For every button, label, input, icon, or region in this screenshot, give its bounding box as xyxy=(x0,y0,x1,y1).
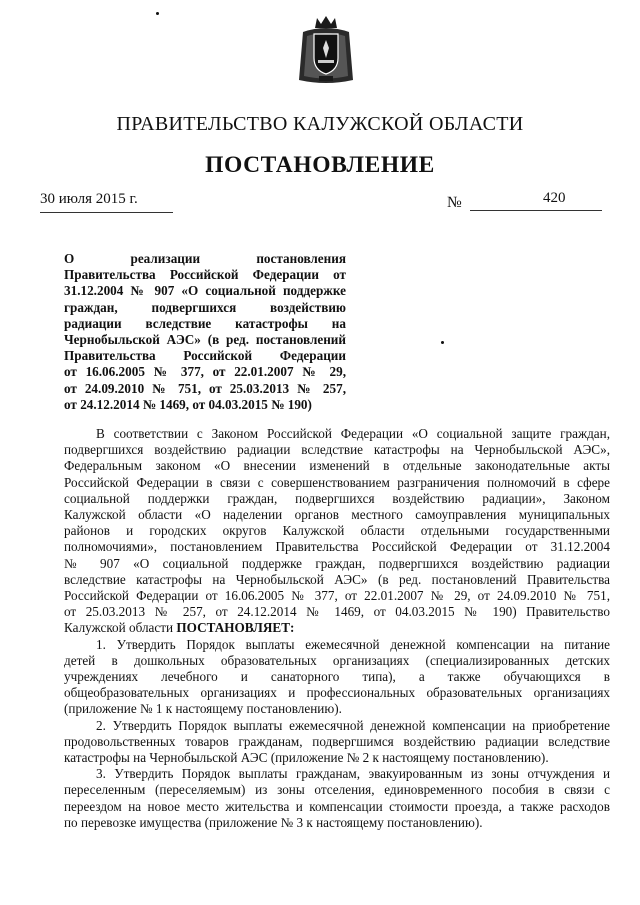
document-body xyxy=(64,426,610,831)
subject-line: О реализации постановления xyxy=(64,251,346,266)
speck-mark xyxy=(156,12,159,15)
item-2-paragraph xyxy=(64,718,610,767)
document-date: 30 июля 2015 г. xyxy=(40,191,138,207)
subject-line: радиации вследствие катастрофы на xyxy=(64,315,346,331)
body-line: от 25.03.2013 № 257, от 24.12.2014 № 1469, от 04.03.2015 № 190) Правительство xyxy=(64,604,610,620)
resolves-keyword: ПОСТАНОВЛЯЕТ: xyxy=(176,620,295,636)
body-line: учреждениях лечебного и санаторного типа), а также обучающихся в xyxy=(64,669,610,685)
body-line: Российской Федерации от 16.06.2005 № 377, от 22.01.2007 № 29, от 24.09.2010 № 751, xyxy=(64,588,610,604)
body-line: (приложение № 1 к настоящему постановлению). xyxy=(64,701,342,717)
body-line: В соответствии с Законом Российской Федерации «О социальной защите граждан, xyxy=(96,426,610,441)
document-number: 420 xyxy=(543,190,566,206)
number-sign: № xyxy=(447,194,462,211)
body-line: вследствие катастрофы на Чернобыльской АЭС» (в ред. постановлений Правительства xyxy=(64,571,610,587)
preamble-end: Калужской области xyxy=(64,620,174,636)
subject-line: Правительства Российской Федерации xyxy=(64,348,346,364)
subject-line: граждан, подвергшихся воздействию xyxy=(64,299,346,315)
document-type-title: ПОСТАНОВЛЕНИЕ xyxy=(205,152,435,178)
body-line: полномочиями», постановлением Правительства Российской Федерации от 31.12.2004 xyxy=(64,539,610,555)
speck-mark xyxy=(441,341,444,344)
body-line: Федеральным законом «О внесении изменений в отдельные законодательные акты xyxy=(64,458,610,474)
kaluga-coat-of-arms-icon xyxy=(295,14,357,86)
subject-line: 31.12.2004 № 907 «О социальной поддержке xyxy=(64,283,346,299)
body-line: переездом на новое место жительства и компенсации стоимости проезда, а также расходов xyxy=(64,798,610,814)
body-line: районов и городских округов Калужской области отдельными государственными xyxy=(64,523,610,539)
subject-line: от 16.06.2005 № 377, от 22.01.2007 № 29, xyxy=(64,364,346,380)
preamble-paragraph xyxy=(64,426,610,637)
subject-line: Правительства Российской Федерации от xyxy=(64,267,346,283)
body-line: Российской Федерации в связи с совершенствованием разграничения полномочий в сфере xyxy=(64,474,610,490)
body-line: 2. Утвердить Порядок выплаты ежемесячной денежной компенсации на приобретение xyxy=(96,717,610,733)
body-line: 3. Утвердить Порядок выплаты гражданам, эвакуированным из зоны отчуждения и xyxy=(96,766,610,782)
body-line xyxy=(64,620,610,636)
subject-line: от 24.12.2014 № 1469, от 04.03.2015 № 190) xyxy=(64,396,312,412)
number-underline xyxy=(470,210,602,211)
government-title: ПРАВИТЕЛЬСТВО КАЛУЖСКОЙ ОБЛАСТИ xyxy=(116,113,524,135)
body-line: детей в дошкольных образовательных организациях (специализированных детских xyxy=(64,652,610,668)
body-line: по перевозке имущества (приложение № 3 к настоящему постановлению). xyxy=(64,814,483,830)
subject-line: от 24.09.2010 № 751, от 25.03.2013 № 257, xyxy=(64,380,346,396)
body-line: общеобразовательных организациях и профессиональных образовательных организациях xyxy=(64,685,610,701)
date-underline xyxy=(40,212,173,213)
body-line: социальной поддержки граждан, подвергшихся воздействию радиации», Законом xyxy=(64,490,610,506)
body-line: № 907 «О социальной поддержке граждан, подвергшихся воздействию радиации xyxy=(64,555,610,571)
body-line: катастрофы на Чернобыльской АЭС (приложение № 2 к настоящему постановлению). xyxy=(64,750,549,766)
document-subject xyxy=(64,251,346,413)
body-line: продовольственных товаров гражданам, подвергшимся воздействию радиации вследствие xyxy=(64,733,610,749)
item-1-paragraph xyxy=(64,637,610,718)
item-3-paragraph xyxy=(64,766,610,831)
body-line: переселенным (переселяемым) из зоны отселения, единовременного пособия в связи с xyxy=(64,782,610,798)
body-line: 1. Утвердить Порядок выплаты ежемесячной денежной компенсации на питание xyxy=(96,636,610,652)
body-line: Калужской области «О наделении органов местного самоуправления муниципальных xyxy=(64,507,610,523)
subject-line: Чернобыльской АЭС» (в ред. постановлений xyxy=(64,332,346,348)
body-line: подвергшихся воздействию радиации вследствие катастрофы на Чернобыльской АЭС», xyxy=(64,442,610,458)
